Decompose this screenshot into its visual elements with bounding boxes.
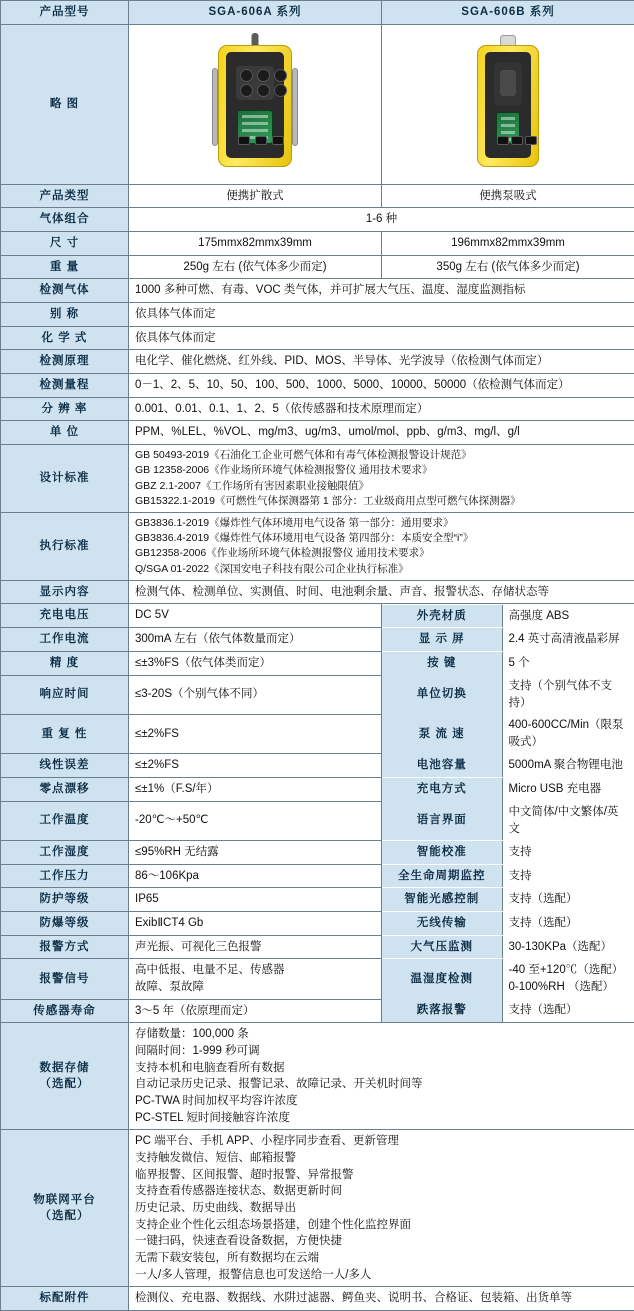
alarm-method-value: 声光振、可视化三色报警: [129, 935, 382, 959]
row-label-principle: 检测原理: [1, 350, 129, 374]
row-label-display: 显 示 屏: [382, 628, 502, 651]
device-body-b: [477, 45, 539, 167]
row-label-size: 尺 寸: [1, 232, 129, 256]
design-std-line: GB 50493-2019《石油化工企业可燃气体和有毒气体检测报警设计规范》: [135, 448, 628, 463]
row-label-language: 语言界面: [382, 801, 502, 840]
device-front-panel: [226, 52, 284, 158]
resolution-value: 0.001、0.01、0.1、1、2、5（依传感器和技术原理而定）: [129, 397, 634, 421]
iot-line: PC 端平台、手机 APP、小程序同步查看、更新管理: [135, 1133, 628, 1150]
detector-drawing-b: [477, 35, 539, 167]
design-std-value: [129, 445, 634, 513]
weight-a: 250g 左右 (依气体多少而定): [129, 255, 382, 279]
row-label-range: 检测量程: [1, 374, 129, 398]
data-storage-line: PC-TWA 时间加权平均容许浓度: [135, 1093, 628, 1110]
data-storage-line: PC-STEL 短时间接触容许浓度: [135, 1110, 628, 1127]
row-label-iot: [1, 1130, 129, 1287]
size-b: 196mmx82mmx39mm: [382, 232, 634, 256]
antenna-left-icon: [212, 68, 218, 146]
data-storage-line: 间隔时间：1-999 秒可调: [135, 1043, 628, 1060]
row-label-product-type: 产品类型: [1, 184, 129, 208]
row-label-data-storage: [1, 1023, 129, 1130]
exec-std-line: GB3836.1-2019《爆炸性气体环境用电气设备 第一部分：通用要求》: [135, 516, 628, 531]
iot-label-line2: （选配）: [7, 1208, 122, 1225]
smart-calibration-value: 支持: [502, 841, 634, 864]
drop-alarm-value: 支持（选配）: [502, 999, 634, 1022]
table-row-pair: [1, 604, 634, 628]
table-row-pair: [1, 801, 634, 840]
row-label-resolution: 分 辨 率: [1, 397, 129, 421]
detect-gas-value: 1000 多种可燃、有毒、VOC 类气体，并可扩展大气压、温度、湿度监测指标: [129, 279, 634, 303]
row-label-drop-alarm: 跌落报警: [382, 999, 502, 1022]
table-row-iot: [1, 1130, 634, 1287]
linearity-value: ≤±2%FS: [129, 754, 382, 778]
row-label-display-content: 显示内容: [1, 580, 129, 604]
device-front-panel-b: [485, 52, 531, 158]
table-row-pair: [1, 840, 634, 864]
lifecycle-monitor-value: 支持: [502, 865, 634, 888]
row-label-working-current: 工作电流: [1, 628, 129, 652]
table-row-formula: [1, 326, 634, 350]
working-temp-value: -20℃～+50℃: [129, 801, 382, 840]
data-storage-value: [129, 1023, 634, 1130]
data-storage-line: 存储数量：100,000 条: [135, 1026, 628, 1043]
working-pressure-value: 86～106Kpa: [129, 864, 382, 888]
table-row-display-content: [1, 580, 634, 604]
table-row-alias: [1, 303, 634, 327]
working-humidity-value: ≤95%RH 无结露: [129, 840, 382, 864]
row-label-working-pressure: 工作压力: [1, 864, 129, 888]
unit-value: PPM、%LEL、%VOL、mg/m3、ug/m3、umol/mol、ppb、g/m3、mg/l、g/l: [129, 421, 634, 445]
exec-std-value: [129, 512, 634, 580]
table-row-pair: [1, 935, 634, 959]
exec-std-line: GB3836.4-2019《爆炸性气体环境用电气设备 第四部分：本质安全型“i”》: [135, 531, 628, 546]
table-row-design-std: [1, 445, 634, 513]
table-row-range: [1, 374, 634, 398]
table-row-accessories: [1, 1287, 634, 1311]
row-label-explosion-grade: 防爆等级: [1, 911, 129, 935]
accuracy-value: ≤±3%FS（依气体类而定）: [129, 651, 382, 675]
iot-line: 支持查看传感器连接状态、数据更新时间: [135, 1183, 628, 1200]
table-row-unit: [1, 421, 634, 445]
column-header-a: SGA-606A 系列: [129, 1, 382, 25]
principle-value: 电化学、催化燃烧、红外线、PID、MOS、半导体、光学波导（依检测气体而定）: [129, 350, 634, 374]
response-time-value: ≤3-20S（个别气体不同）: [129, 675, 382, 714]
row-label-smart-calibration: 智能校准: [382, 841, 502, 864]
design-std-line: GB 12358-2006《作业场所环境气体检测报警仪 通用技术要求》: [135, 463, 628, 478]
table-row-alarm-signal: [1, 959, 634, 999]
light-sensing-value: 支持（选配）: [502, 888, 634, 911]
row-label-battery: 电池容量: [382, 754, 502, 777]
device-buttons: [238, 136, 272, 146]
temp-humidity-line: -40 至+120℃（选配）: [509, 962, 629, 979]
data-storage-label-line1: 数据存储: [7, 1060, 122, 1077]
table-row-resolution: [1, 397, 634, 421]
table-row-principle: [1, 350, 634, 374]
table-row-size: [1, 232, 634, 256]
table-row-pair: [1, 675, 634, 714]
accessories-value: 检测仪、充电器、数据线、水阱过滤器、鳄鱼夹、说明书、合格证、包装箱、出货单等: [129, 1287, 634, 1311]
device-buttons-b: [497, 136, 519, 146]
table-row-pair: [1, 864, 634, 888]
row-label-design-std: 设计标准: [1, 445, 129, 513]
row-label-lifecycle-monitor: 全生命周期监控: [382, 865, 502, 888]
table-row-exec-std: [1, 512, 634, 580]
working-current-value: 300mA 左右（依气体数量而定）: [129, 628, 382, 652]
row-label-temp-humidity: 温湿度检测: [382, 959, 502, 998]
repeatability-value: ≤±2%FS: [129, 714, 382, 753]
protection-grade-value: IP65: [129, 888, 382, 912]
table-row-pair: [1, 777, 634, 801]
exec-std-line: Q/SGA 01-2022《深国安电子科技有限公司企业执行标准》: [135, 562, 628, 577]
iot-line: 一键扫码，快速查看设备数据，方便快捷: [135, 1233, 628, 1250]
device-body: [218, 45, 292, 167]
iot-label-line1: 物联网平台: [7, 1192, 122, 1209]
pump-flow-value: 400-600CC/Min（限泵吸式）: [502, 714, 634, 753]
row-label-detect-gas: 检测气体: [1, 279, 129, 303]
table-row-weight: [1, 255, 634, 279]
product-image-a: [129, 24, 382, 184]
pump-face: [494, 62, 522, 106]
temp-humidity-value: [502, 959, 634, 998]
iot-line: 支持企业个性化云组态场景搭建，创建个性化监控界面: [135, 1217, 628, 1234]
column-header-b: SGA-606B 系列: [382, 1, 634, 25]
exec-std-line: GB12358-2006《作业场所环境气体检测报警仪 通用技术要求》: [135, 546, 628, 561]
table-row-pair: [1, 628, 634, 652]
housing-value: 高强度 ABS: [502, 605, 634, 628]
row-label-unit: 单 位: [1, 421, 129, 445]
iot-value: [129, 1130, 634, 1287]
table-row-pair: [1, 714, 634, 753]
row-label-keys: 按 键: [382, 652, 502, 675]
row-label-repeatability: 重 复 性: [1, 714, 129, 753]
data-storage-label-line2: （选配）: [7, 1076, 122, 1093]
row-label-linearity: 线性误差: [1, 754, 129, 778]
row-label-unit-switch: 单位切换: [382, 675, 502, 714]
row-label-accuracy: 精 度: [1, 651, 129, 675]
formula-value: 依具体气体而定: [129, 326, 634, 350]
row-label-alias: 别 称: [1, 303, 129, 327]
row-label-housing: 外壳材质: [382, 605, 502, 628]
row-label-pump-flow: 泵 流 速: [382, 714, 502, 753]
battery-value: 5000mA 聚合物锂电池: [502, 754, 634, 777]
charge-method-value: Micro USB 充电器: [502, 778, 634, 801]
data-storage-line: 自动记录历史记录、报警记录、故障记录、开关机时间等: [135, 1076, 628, 1093]
explosion-grade-value: ExibⅡCT4 Gb: [129, 911, 382, 935]
row-label-formula: 化 学 式: [1, 326, 129, 350]
design-std-line: GBZ 2.1-2007《工作场所有害因素职业接触限值》: [135, 479, 628, 494]
iot-line: 历史记录、历史曲线、数据导出: [135, 1200, 628, 1217]
row-label-zero-drift: 零点漂移: [1, 777, 129, 801]
row-label-gas-combo: 气体组合: [1, 208, 129, 232]
row-label-wireless: 无线传输: [382, 912, 502, 935]
alarm-signal-line: 故障、泵故障: [135, 979, 375, 996]
row-label-pressure-monitor: 大气压监测: [382, 936, 502, 959]
table-row-pair: [1, 754, 634, 778]
iot-line: 临界报警、区间报警、超时报警、异常报警: [135, 1167, 628, 1184]
table-row-pair: [1, 888, 634, 912]
product-type-b: 便携泵吸式: [382, 184, 634, 208]
row-label-weight: 重 量: [1, 255, 129, 279]
iot-line: 一人/多人管理，报警信息也可发送给一人/多人: [135, 1267, 628, 1284]
alias-value: 依具体气体而定: [129, 303, 634, 327]
zero-drift-value: ≤±1%（F.S/年）: [129, 777, 382, 801]
row-label-charge-voltage: 充电电压: [1, 604, 129, 628]
table-row-model: [1, 1, 634, 25]
table-row-product-type: [1, 184, 634, 208]
row-label-sensor-life: 传感器寿命: [1, 999, 129, 1023]
table-row-diagram: [1, 24, 634, 184]
table-row-gas-combo: [1, 208, 634, 232]
table-row-detect-gas: [1, 279, 634, 303]
gas-combo-value: 1-6 种: [129, 208, 634, 232]
detector-drawing-a: [218, 35, 292, 167]
iot-line: 支持触发微信、短信、邮箱报警: [135, 1150, 628, 1167]
row-label-diagram: 略 图: [1, 24, 129, 184]
product-type-a: 便携扩散式: [129, 184, 382, 208]
row-label-working-temp: 工作温度: [1, 801, 129, 840]
pressure-monitor-value: 30-130KPa（选配）: [502, 936, 634, 959]
range-value: 0－1、2、5、10、50、100、500、1000、5000、10000、50000（依检测气体而定）: [129, 374, 634, 398]
unit-switch-value: 支持（个别气体不支持）: [502, 675, 634, 714]
alarm-signal-line: 高中低报、电量不足、传感器: [135, 962, 375, 979]
row-label-alarm-method: 报警方式: [1, 935, 129, 959]
size-a: 175mmx82mmx39mm: [129, 232, 382, 256]
row-label-alarm-signal: 报警信号: [1, 959, 129, 999]
temp-humidity-line: 0-100%RH （选配）: [509, 979, 629, 996]
table-row-data-storage: [1, 1023, 634, 1130]
table-row-pair: [1, 911, 634, 935]
row-label-protection-grade: 防护等级: [1, 888, 129, 912]
row-label-working-humidity: 工作湿度: [1, 840, 129, 864]
weight-b: 350g 左右 (依气体多少而定): [382, 255, 634, 279]
design-std-line: GB15322.1-2019《可燃性气体探测器第 1 部分：工业级商用点型可燃气体探测器》: [135, 494, 628, 509]
sensor-grille: [236, 66, 274, 100]
row-label-exec-std: 执行标准: [1, 512, 129, 580]
alarm-signal-value: [129, 959, 382, 999]
wireless-value: 支持（选配）: [502, 912, 634, 935]
product-image-b: [382, 24, 634, 184]
row-label-model: 产品型号: [1, 1, 129, 25]
row-label-charge-method: 充电方式: [382, 778, 502, 801]
antenna-icon: [292, 68, 298, 146]
table-row-pair: [1, 651, 634, 675]
display-content-value: 检测气体、检测单位、实测值、时间、电池剩余量、声音、报警状态、存储状态等: [129, 580, 634, 604]
table-row-sensor-life: [1, 999, 634, 1023]
row-label-accessories: 标配附件: [1, 1287, 129, 1311]
keys-value: 5 个: [502, 652, 634, 675]
language-value: 中文简体/中文繁体/英文: [502, 801, 634, 840]
row-label-light-sensing: 智能光感控制: [382, 888, 502, 911]
sensor-life-value: 3～5 年（依原理而定）: [129, 999, 382, 1023]
display-value: 2.4 英寸高清液晶彩屏: [502, 628, 634, 651]
iot-line: 无需下载安装包，所有数据均在云端: [135, 1250, 628, 1267]
data-storage-line: 支持本机和电脑查看所有数据: [135, 1060, 628, 1077]
row-label-response-time: 响应时间: [1, 675, 129, 714]
charge-voltage-value: DC 5V: [129, 604, 382, 628]
